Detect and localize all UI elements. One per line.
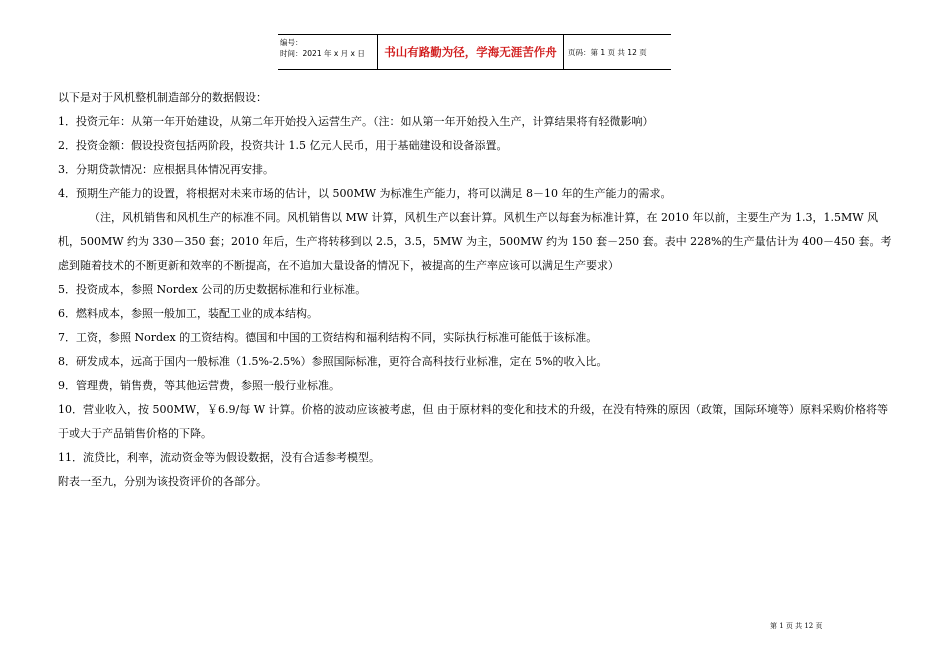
assumption-item-8: 8．研发成本，远高于国内一般标准（1.5%-2.5%）参照国际标准，更符合高科技行业标准，定在 5%的收入比。 — [58, 355, 608, 368]
page-header — [278, 34, 671, 70]
code-label: 编号： — [280, 38, 303, 47]
assumption-item-3: 3．分期贷款情况：应根据具体情况再安排。 — [58, 163, 274, 176]
assumption-item-7: 7．工资，参照 Nordex 的工资结构。德国和中国的工资结构和福利结构不同，实际执行标准可能低于该标准。 — [58, 331, 598, 344]
header-page-number: 页码：第 1 页 共 12 页 — [568, 47, 647, 57]
header-motto: 书山有路勤为径，学海无涯苦作舟 — [378, 35, 564, 69]
intro-paragraph: 以下是对于风机整机制造部分的数据假设： — [58, 91, 267, 104]
document-body — [58, 86, 896, 494]
assumption-item-11: 11．流贷比，利率，流动资金等为假设数据，没有合适参考模型。 — [58, 451, 380, 464]
assumption-item-2: 2．投资金额：假设投资包括两阶段，投资共计 1.5 亿元人民币，用于基础建设和设备添置。 — [58, 139, 508, 152]
note-paragraph: （注，风机销售和风机生产的标准不同。风机销售以 MW 计算，风机生产以套计算。风机生产以每套为标准计算，在 2010 年以前，主要生产为 1.3，1.5MW 风机，500MW 约为 330－350 套；2010 年后，生产将转移到以 2.5，3.5，5MW 为主，500MW 约为 150 套－250 套。表中 228%的生产量估计为 400－450 套。考虑到随着技术的不断更新和效率的不断提高，在不追加大量设备的情况下，被提高的生产率应该可以满足生产要求） — [58, 211, 892, 272]
assumption-item-6: 6．燃料成本，参照一般加工，装配工业的成本结构。 — [58, 307, 318, 320]
appendix-note: 附表一至九，分别为该投资评价的各部分。 — [58, 475, 267, 488]
assumption-item-4: 4．预期生产能力的设置，将根据对未来市场的估计，以 500MW 为标准生产能力，将可以满足 8－10 年的生产能力的需求。 — [58, 187, 672, 200]
assumption-item-9: 9．管理费，销售费，等其他运营费，参照一般行业标准。 — [58, 379, 340, 392]
assumption-item-5: 5．投资成本，参照 Nordex 公司的历史数据标准和行业标准。 — [58, 283, 367, 296]
time-label: 时间：2021 年 x 月 x 日 — [280, 49, 365, 58]
assumption-item-10: 10．营业收入，按 500MW，￥6.9/每 W 计算。价格的波动应该被考虑，但 由于原材料的变化和技术的升级，在没有特殊的原因（政策，国际环境等）原料采购价格将等于或大于产品销售价格的下降。 — [58, 403, 889, 440]
assumption-item-1: 1．投资元年：从第一年开始建设，从第二年开始投入运营生产。（注：如从第一年开始投入生产，计算结果将有轻微影响） — [58, 115, 654, 128]
header-meta-cell — [278, 35, 378, 69]
page-footer: 第 1 页 共 12 页 — [770, 622, 823, 630]
